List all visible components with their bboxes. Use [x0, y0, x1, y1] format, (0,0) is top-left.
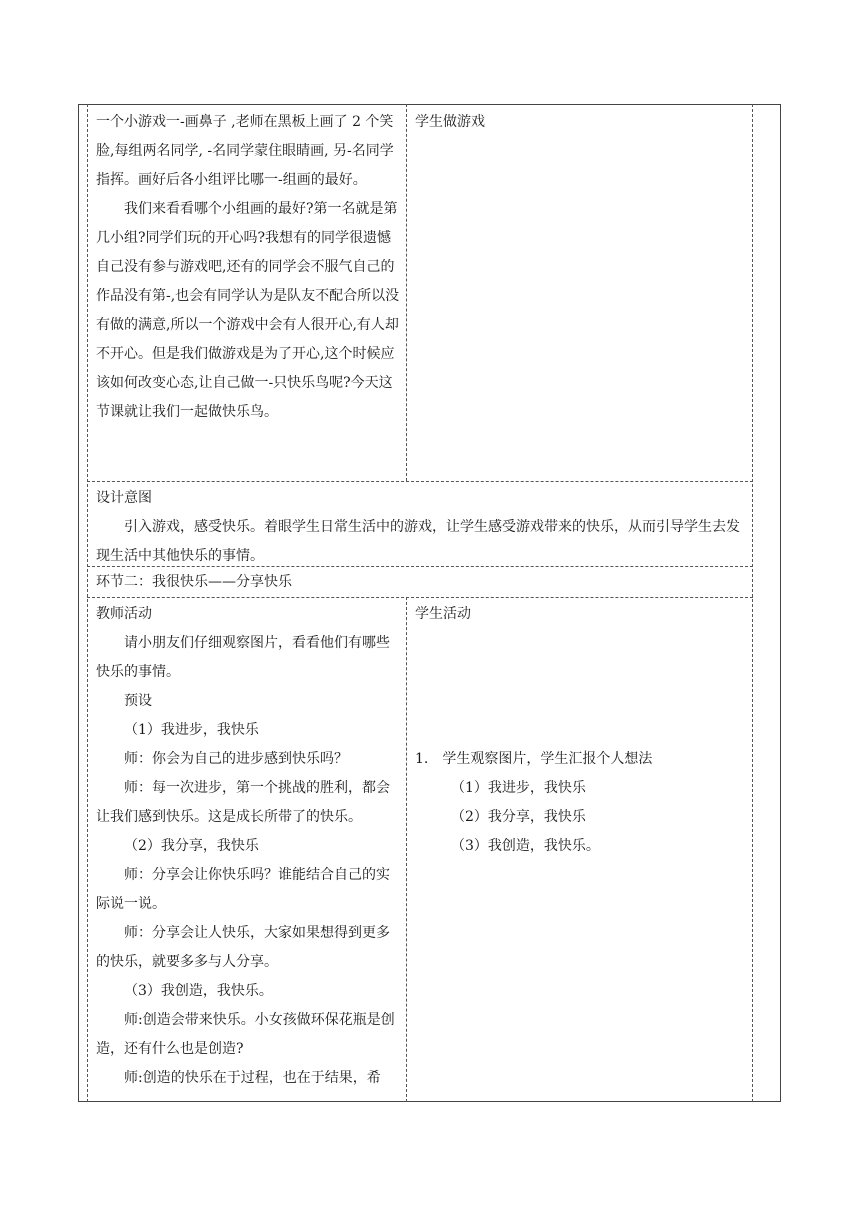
column-divider: [406, 597, 407, 1102]
teacher-activity-heading: 教师活动: [96, 606, 152, 622]
game-discussion-paragraph: 我们来看看哪个小组画的最好?第一名就是第几小组?同学们玩的开心吗?我想有的同学很遗憾自己没有参与游戏吧,还有的同学会不服气自己的作品没有第-,也会有同学认为是队友不配合所以没有做的满意,所以一个游戏中会有人很开心,有人却不开心。但是我们做游戏是为了开心,这个时候应该如何改变心态,让自己做一-只快乐鸟呢?今天这节课就让我们一起做快乐鸟。: [96, 201, 400, 420]
teacher-paragraph: （3）我创造，我快乐。: [124, 983, 273, 999]
teacher-paragraph: （1）我进步，我快乐: [124, 722, 259, 738]
section-two-title-cell: [96, 568, 746, 597]
row-divider: [87, 481, 753, 482]
student-activity-heading: 学生活动: [415, 606, 471, 622]
teacher-paragraph: 师：每一次进步，第一个挑战的胜利，都会让我们感到快乐。这是成长所带了的快乐。: [96, 780, 390, 825]
design-intent-cell: [96, 484, 746, 571]
section-two-title: 环节二：我很快乐——分享快乐: [96, 574, 292, 590]
student-sub-item: （2）我分享，我快乐: [451, 809, 586, 825]
student-game-text: 学生做游戏: [415, 114, 485, 130]
design-intent-title: 设计意图: [96, 490, 152, 506]
student-list-number: 1.: [415, 751, 429, 767]
teacher-paragraph: 预设: [124, 693, 152, 709]
teacher-activity-cell: [96, 600, 400, 1093]
student-game-cell: [415, 108, 745, 137]
teacher-paragraph: （2）我分享，我快乐: [124, 838, 259, 854]
design-intent-body: 引入游戏，感受快乐。着眼学生日常生活中的游戏，让学生感受游戏带来的快乐，从而引导学生去发现生活中其他快乐的事情。: [96, 519, 740, 564]
teacher-paragraph: 师:创造会带来快乐。小女孩做环保花瓶是创造，还有什么也是创造?: [96, 1012, 395, 1057]
column-divider: [406, 104, 407, 481]
teacher-paragraph: 请小朋友们仔细观察图片，看看他们有哪些快乐的事情。: [96, 635, 390, 680]
game-intro-paragraph: 一个小游戏一-画鼻子 ,老师在黑板上画了 2 个笑脸,每组两名同学, -名同学蒙住眼睛画, 另-名同学指挥。画好后各小组评比哪一-组画的最好。: [96, 114, 394, 188]
teacher-paragraph: 师：分享会让你快乐吗？谁能结合自己的实际说一说。: [96, 867, 390, 912]
student-list-text: 学生观察图片，学生汇报个人想法: [442, 751, 653, 767]
teacher-paragraph: 师:创造的快乐在于过程，也在于结果，希: [124, 1070, 381, 1086]
teacher-paragraph: 师：你会为自己的进步感到快乐吗？: [124, 751, 348, 767]
student-list-item: [415, 745, 745, 774]
student-sub-item: （1）我进步，我快乐: [451, 780, 586, 796]
teacher-paragraph: 师：分享会让人快乐，大家如果想得到更多的快乐，就要多多与人分享。: [96, 925, 390, 970]
student-sub-item: （3）我创造，我快乐。: [451, 838, 600, 854]
row-divider: [87, 597, 753, 598]
student-activity-cell: [415, 600, 745, 861]
game-intro-cell: [96, 108, 400, 427]
